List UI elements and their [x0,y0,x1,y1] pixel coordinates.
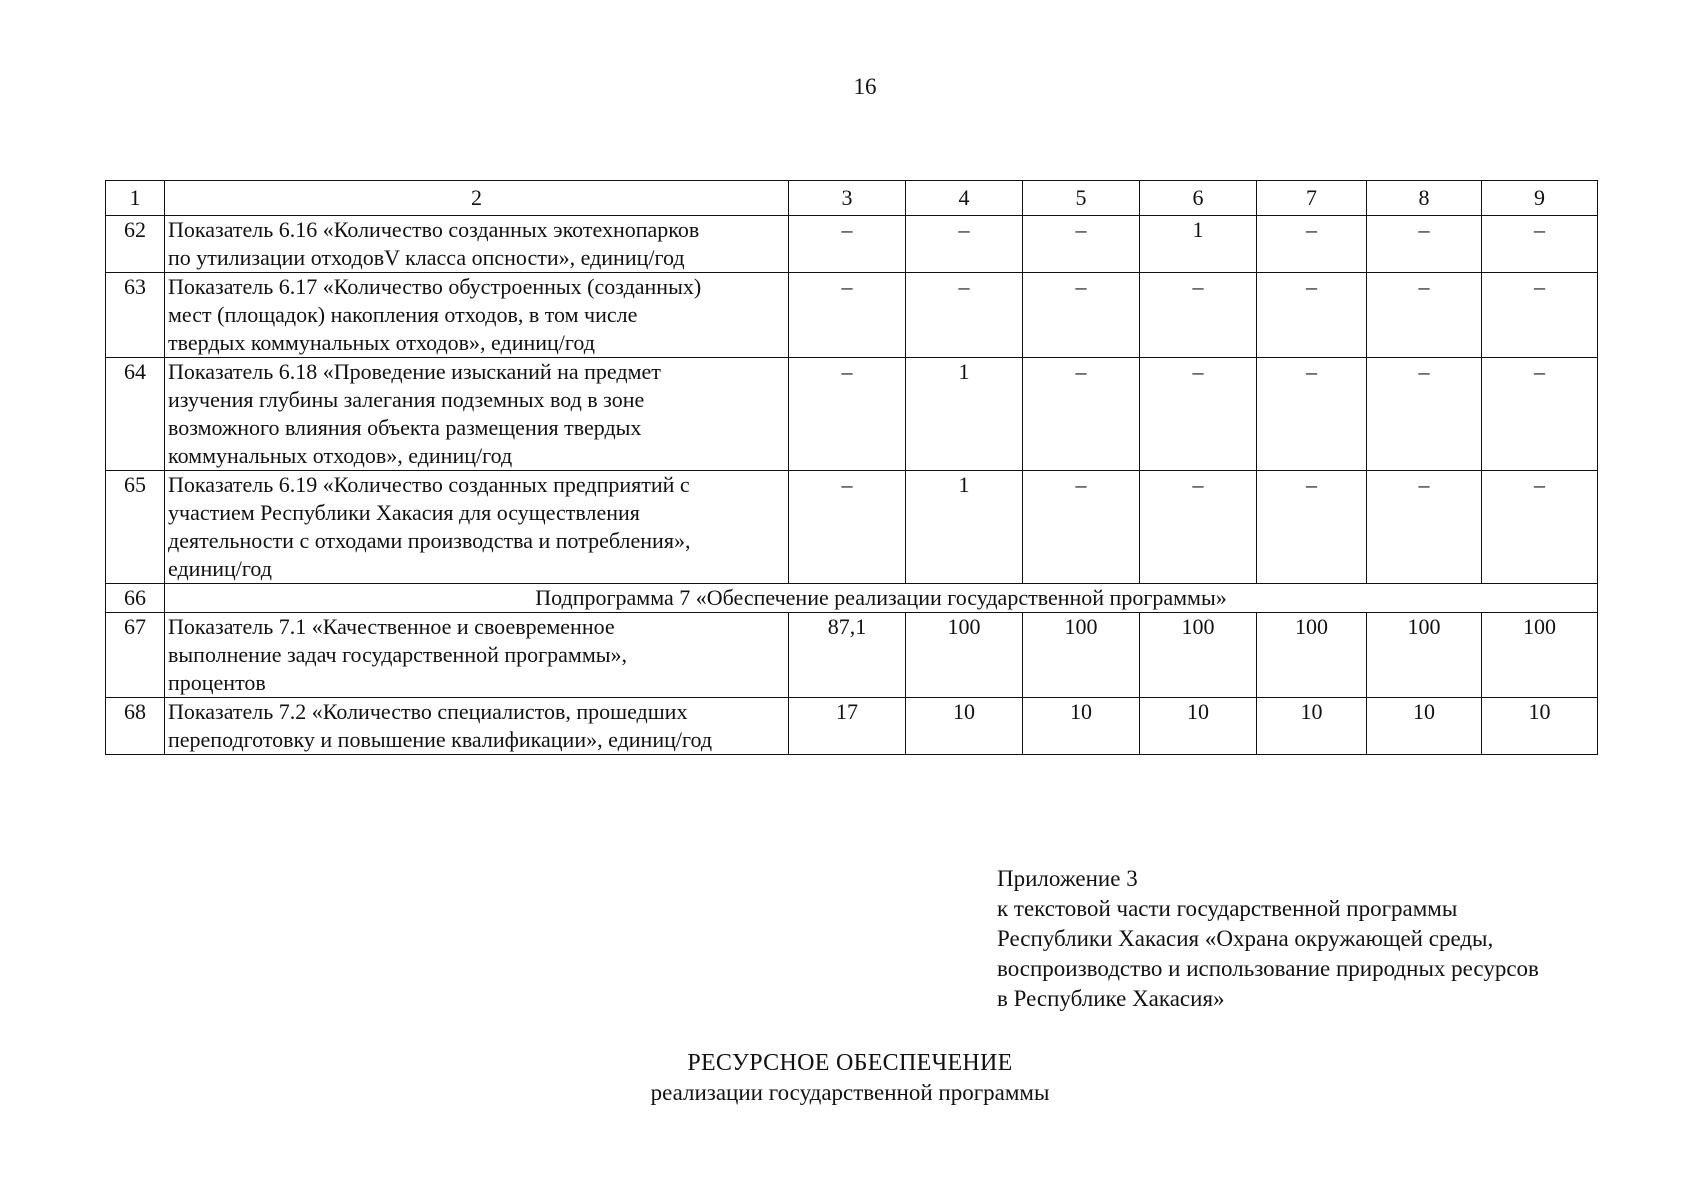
indicator-name-line: Показатель 7.1 «Качественное и своевременное [168,614,615,639]
indicator-name [165,698,789,755]
row-number: 62 [106,216,165,273]
value-cell: – [1482,273,1598,358]
row-number: 63 [106,273,165,358]
value-cell: – [1023,358,1140,471]
value-cell: 10 [1482,698,1598,755]
table-row [106,698,1598,755]
value-cell: – [1140,471,1257,584]
value-cell: – [906,273,1023,358]
value-cell: – [1023,471,1140,584]
indicator-name-line: Показатель 6.19 «Количество созданных предприятий с [168,472,690,497]
value-cell: – [789,358,906,471]
value-cell: 1 [906,471,1023,584]
value-cell: 100 [906,613,1023,698]
appendix-note [997,864,1539,1014]
row-number: 64 [106,358,165,471]
indicator-name-line: переподготовку и повышение квалификации», единиц/год [168,727,713,752]
table-row [106,613,1598,698]
indicator-name-line: Показатель 6.18 «Проведение изысканий на предмет [168,359,661,384]
indicator-name-line: возможного влияния объекта размещения твердых [168,415,642,440]
table-row [106,471,1598,584]
value-cell: 1 [906,358,1023,471]
value-cell: 100 [1140,613,1257,698]
header-cell: 9 [1482,181,1598,216]
indicator-name [165,471,789,584]
header-cell: 5 [1023,181,1140,216]
value-cell: 10 [1140,698,1257,755]
value-cell: – [1023,273,1140,358]
header-cell: 8 [1367,181,1482,216]
value-cell: – [1140,358,1257,471]
table-row [106,358,1598,471]
indicator-name-line: участием Республики Хакасия для осуществления [168,500,640,525]
subprogram-label: Подпрограмма 7 «Обеспечение реализации государственной программы» [165,584,1598,613]
header-cell: 1 [106,181,165,216]
table-row [106,273,1598,358]
table-header-row [106,181,1598,216]
subprogram-row [106,584,1598,613]
value-cell: 100 [1482,613,1598,698]
value-cell: – [1023,216,1140,273]
appendix-line: воспроизводство и использование природных ресурсов [997,956,1539,981]
value-cell: 17 [789,698,906,755]
section-title: РЕСУРСНОЕ ОБЕСПЕЧЕНИЕ [687,1050,1013,1076]
value-cell: 100 [1367,613,1482,698]
indicator-name-line: деятельности с отходами производства и потребления», [168,528,691,553]
value-cell: – [1367,216,1482,273]
value-cell: 10 [1367,698,1482,755]
appendix-line: в Республике Хакасия» [997,986,1225,1011]
indicator-name-line: изучения глубины залегания подземных вод в зоне [168,387,645,412]
appendix-line: Республики Хакасия «Охрана окружающей среды, [997,926,1494,951]
indicator-name-line: по утилизации отходовV класса опсности», единиц/год [168,245,685,270]
indicator-name-line: Показатель 7.2 «Количество специалистов, прошедших [168,699,688,724]
value-cell: – [1257,358,1367,471]
indicator-name-line: Показатель 6.16 «Количество созданных экотехнопарков [168,217,700,242]
value-cell: – [1482,471,1598,584]
row-number: 66 [106,584,165,613]
value-cell: – [1367,471,1482,584]
value-cell: 10 [1257,698,1367,755]
page-number: 16 [853,74,877,99]
header-cell: 6 [1140,181,1257,216]
indicator-name-line: единиц/год [168,556,272,581]
indicator-name [165,216,789,273]
value-cell: – [789,471,906,584]
indicators-table [105,180,1598,755]
value-cell: 1 [1140,216,1257,273]
value-cell: – [1257,273,1367,358]
value-cell: – [1482,216,1598,273]
value-cell: – [906,216,1023,273]
table-row [106,216,1598,273]
value-cell: – [1140,273,1257,358]
section-heading [600,1048,1100,1108]
value-cell: – [789,216,906,273]
appendix-line: Приложение 3 [997,866,1138,891]
section-subtitle: реализации государственной программы [650,1080,1050,1105]
header-cell: 7 [1257,181,1367,216]
value-cell: 10 [906,698,1023,755]
indicator-name-line: процентов [168,670,266,695]
row-number: 68 [106,698,165,755]
indicator-name-line: выполнение задач государственной программы», [168,642,628,667]
value-cell: 87,1 [789,613,906,698]
value-cell: 100 [1257,613,1367,698]
indicator-name [165,613,789,698]
value-cell: – [1257,216,1367,273]
indicator-name-line: коммунальных отходов», единиц/год [168,443,513,468]
value-cell: 10 [1023,698,1140,755]
value-cell: 100 [1023,613,1140,698]
row-number: 65 [106,471,165,584]
header-cell: 4 [906,181,1023,216]
indicator-name [165,358,789,471]
row-number: 67 [106,613,165,698]
indicator-name-line: твердых коммунальных отходов», единиц/год [168,330,595,355]
value-cell: – [1257,471,1367,584]
indicator-name-line: мест (площадок) накопления отходов, в том числе [168,302,638,327]
appendix-line: к текстовой части государственной программы [997,896,1458,921]
value-cell: – [1367,273,1482,358]
value-cell: – [1482,358,1598,471]
value-cell: – [789,273,906,358]
indicator-name-line: Показатель 6.17 «Количество обустроенных (созданных) [168,274,702,299]
indicator-name [165,273,789,358]
header-cell: 3 [789,181,906,216]
header-cell: 2 [165,181,789,216]
value-cell: – [1367,358,1482,471]
